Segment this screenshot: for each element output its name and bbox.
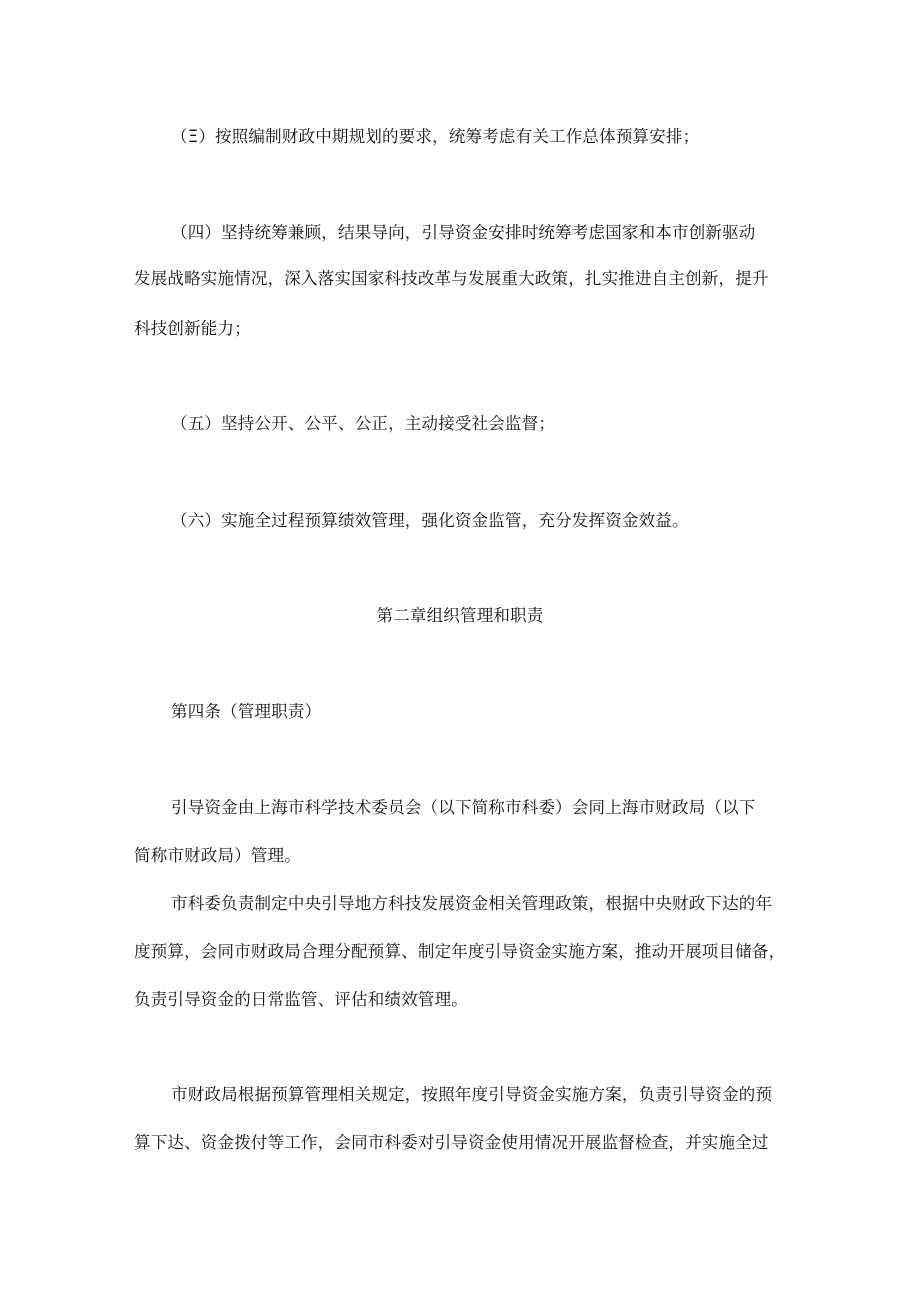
paragraph-item-6: （六）实施全过程预算绩效管理，强化资金监管，充分发挥资金效益。 — [171, 511, 689, 530]
article-4-paragraph-3-line-1: 市财政局根据预算管理相关规定，按照年度引导资金实施方案，负责引导资金的预 — [171, 1085, 773, 1104]
paragraph-item-4-line-2: 发展战略实施情况，深入落实国家科技改革与发展重大政策，扎实推进自主创新，提升 — [134, 269, 769, 288]
chapter-title: 第二章组织管理和职责 — [376, 606, 544, 625]
article-4-paragraph-2-line-2: 度预算，会同市财政局合理分配预算、制定年度引导资金实施方案，推动开展项目储备， — [134, 942, 786, 961]
paragraph-item-5: （五）坚持公开、公平、公正，主动接受社会监督； — [171, 414, 556, 433]
article-4-paragraph-1-line-2: 简称市财政局）管理。 — [134, 846, 301, 865]
paragraph-item-4-line-1: （四）坚持统筹兼顾，结果导向，引导资金安排时统筹考虑国家和本市创新驱动 — [171, 223, 756, 242]
article-4-paragraph-1-line-1: 引导资金由上海市科学技术委员会（以下简称市科委）会同上海市财政局（以下 — [171, 798, 756, 817]
paragraph-item-3: （Ξ）按照编制财政中期规划的要求，统筹考虑有关工作总体预算安排； — [171, 127, 700, 146]
article-4-title: 第四条（管理职责） — [171, 702, 322, 721]
article-4-paragraph-2-line-3: 负责引导资金的日常监管、评估和绩效管理。 — [134, 990, 468, 1009]
article-4-paragraph-3-line-2: 算下达、资金拨付等工作，会同市科委对引导资金使用情况开展监督检查，并实施全过 — [134, 1133, 769, 1152]
paragraph-item-4-line-3: 科技创新能力； — [134, 319, 251, 338]
article-4-paragraph-2-line-1: 市科委负责制定中央引导地方科技发展资金相关管理政策，根据中央财政下达的年 — [171, 894, 773, 913]
